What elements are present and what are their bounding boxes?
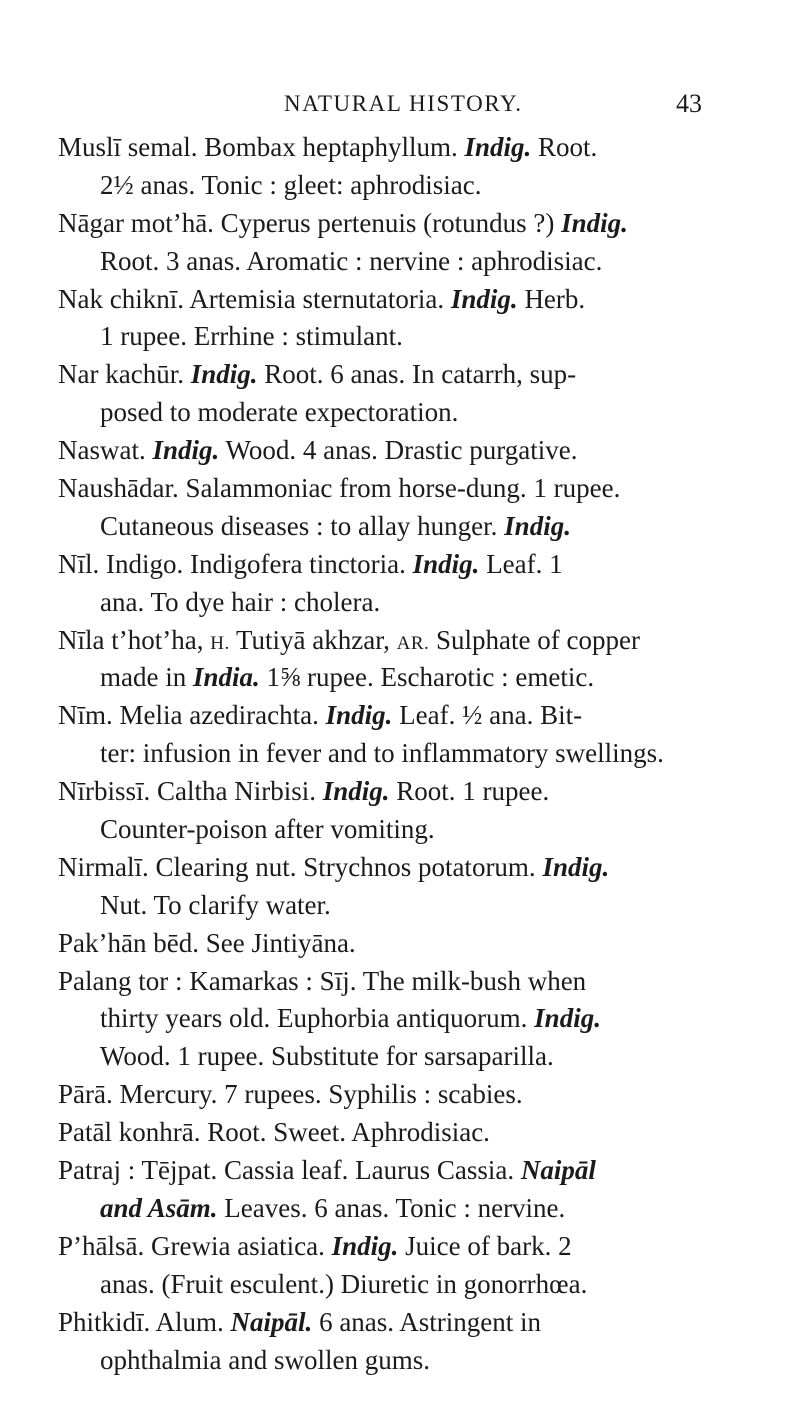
text-run: Nak chiknī. Artemisia sternutatoria. — [58, 283, 451, 314]
entry-continuation-line — [58, 1000, 764, 1038]
text-run: ter: infusion in fever and to inflammatory swellings. — [100, 738, 664, 769]
text-run: Nīm. Melia azedirachta. — [58, 700, 326, 731]
text-run: Nirmalī. Clearing nut. Strychnos potatorum. — [58, 851, 543, 882]
entry-line — [58, 697, 764, 735]
text-run: made in — [100, 662, 193, 693]
entry-line — [58, 281, 764, 319]
text-run: Muslī semal. Bombax heptaphyllum. — [58, 132, 465, 162]
text-run: Nīrbissī. Caltha Nirbisi. — [58, 776, 323, 807]
text-run: Root. — [531, 132, 598, 162]
entry-line — [58, 1228, 764, 1266]
italic-term: Naipāl. — [230, 1306, 313, 1337]
text-run: Root. 3 anas. Aromatic : nervine : aphrodisiac. — [100, 245, 603, 276]
text-run: Nut. To clarify water. — [100, 889, 331, 920]
entry-continuation-line — [58, 1342, 764, 1380]
entry-continuation-line — [58, 394, 764, 432]
entry-continuation-line — [58, 1266, 764, 1304]
entry-continuation-line — [58, 243, 764, 281]
entry-line — [58, 129, 764, 167]
glossary-text — [58, 129, 764, 1379]
entry-line — [58, 849, 764, 887]
text-run: ana. To dye hair : cholera. — [100, 586, 381, 617]
entry-continuation-line — [58, 1038, 764, 1076]
text-run: Nīl. Indigo. Indigofera tinctoria. — [58, 548, 413, 579]
text-run: Root. 6 anas. In catarrh, sup- — [257, 359, 577, 390]
page-number: 43 — [676, 89, 702, 118]
text-run: Pak’hān bēd. See Jintiyāna. — [58, 927, 356, 958]
italic-term: Indig. — [325, 700, 393, 731]
language-abbrev: AR. — [396, 632, 430, 654]
entry-continuation-line — [58, 584, 764, 622]
entry-line — [58, 1152, 764, 1190]
entry-line — [58, 205, 764, 243]
text-run: Wood. 1 rupee. Substitute for sarsaparilla. — [100, 1041, 554, 1072]
text-run: Sulphate of copper — [429, 624, 640, 655]
italic-term: Indig. — [322, 776, 390, 807]
italic-term: Naipāl — [520, 1155, 596, 1186]
text-run: P’hālsā. Grewia asiatica. — [58, 1230, 332, 1261]
text-run: Phitkidī. Alum. — [58, 1306, 231, 1337]
text-run: Pārā. Mercury. 7 rupees. Syphilis : scabies. — [58, 1079, 523, 1110]
italic-term: Indig. — [152, 435, 220, 466]
entry-line — [58, 1304, 764, 1342]
text-run: thirty years old. Euphorbia antiquorum. — [100, 1003, 535, 1034]
italic-term: Indig. — [190, 359, 258, 390]
text-run: Cutaneous diseases : to allay hunger. — [100, 510, 505, 541]
text-run: 6 anas. Astringent in — [312, 1306, 542, 1337]
text-run: Counter-poison after vomiting. — [100, 814, 435, 845]
entry-line — [58, 1114, 764, 1152]
entry-line — [58, 432, 764, 470]
text-run: 1 rupee. Errhine : stimulant. — [100, 321, 403, 352]
italic-term: Indig. — [561, 207, 628, 238]
text-run: Nāgar mot’hā. Cyperus pertenuis (rotundus ?) — [58, 207, 562, 238]
text-run: 1⅝ rupee. Escharotic : emetic. — [259, 662, 595, 693]
text-run: anas. (Fruit esculent.) Diuretic in gonorrhœa. — [100, 1268, 588, 1299]
text-run: Root. 1 rupee. — [389, 776, 550, 807]
entry-line — [58, 925, 764, 963]
text-run: Patraj : Tējpat. Cassia leaf. Laurus Cassia. — [58, 1155, 521, 1186]
entry-line — [58, 1076, 764, 1114]
italic-term: Indig. — [331, 1230, 399, 1261]
text-run: Leaves. 6 anas. Tonic : nervine. — [217, 1192, 566, 1223]
entry-line — [58, 963, 764, 1001]
language-abbrev: H. — [210, 632, 230, 654]
entry-continuation-line — [58, 659, 764, 697]
text-run: 2½ anas. Tonic : gleet: aphrodisiac. — [100, 169, 482, 200]
entry-line — [58, 546, 764, 584]
italic-term: and Asām. — [100, 1192, 218, 1223]
text-run: ophthalmia and swollen gums. — [100, 1344, 430, 1375]
entry-line — [58, 622, 764, 660]
text-run: Palang tor : Kamarkas : Sīj. The milk-bush when — [58, 965, 587, 996]
text-run: Naswat. — [58, 435, 153, 466]
italic-term: Indig. — [534, 1003, 601, 1034]
text-run: Wood. 4 anas. Drastic purgative. — [219, 435, 578, 466]
italic-term: India. — [192, 662, 260, 693]
italic-term: Indig. — [412, 548, 480, 579]
italic-term: Indig. — [464, 132, 532, 162]
entry-continuation-line — [58, 508, 764, 546]
text-run: Leaf. 1 — [479, 548, 563, 579]
entry-line — [58, 773, 764, 811]
text-run: Naushādar. Salammoniac from horse-dung. 1 rupee. — [58, 473, 621, 504]
text-run: Patāl konhrā. Root. Sweet. Aphrodisiac. — [58, 1117, 490, 1148]
text-run: Nīla t’hot’ha, — [58, 624, 211, 655]
text-run: Nar kachūr. — [58, 359, 191, 390]
entry-continuation-line — [58, 167, 764, 205]
entry-line — [58, 470, 764, 508]
entry-continuation-line — [58, 811, 764, 849]
entry-line — [58, 356, 764, 394]
italic-term: Indig. — [504, 510, 571, 541]
text-run: Juice of bark. 2 — [398, 1230, 572, 1261]
italic-term: Indig. — [542, 851, 610, 882]
text-run: Herb. — [517, 283, 586, 314]
entry-continuation-line — [58, 318, 764, 356]
text-run: Leaf. ½ ana. Bit- — [392, 700, 583, 731]
entry-continuation-line — [58, 887, 764, 925]
italic-term: Indig. — [450, 283, 518, 314]
entry-continuation-line — [58, 1190, 764, 1228]
running-head — [0, 91, 801, 125]
text-run: Tutiyā akhzar, — [229, 624, 397, 655]
entry-continuation-line — [58, 735, 764, 773]
text-run: posed to moderate expectoration. — [100, 397, 459, 428]
running-title: NATURAL HISTORY. — [284, 91, 523, 116]
